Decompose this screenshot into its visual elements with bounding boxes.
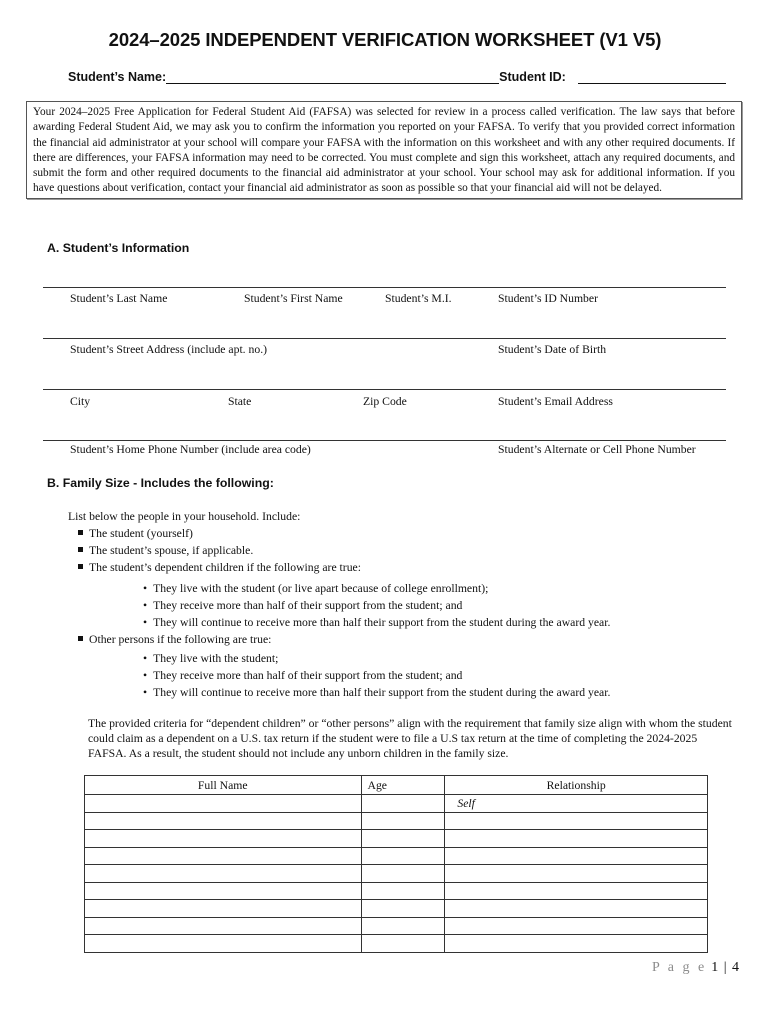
list-item: • They live with the student; (143, 652, 279, 665)
intro-box: Your 2024–2025 Free Application for Federal Student Aid (FAFSA) was selected for review in a process called verification. The law says that before awarding Federal Student Aid, we may ask you to confirm the information you reported on your FAFSA. To verify that you provided correct information the financial aid administrator at your school will compare your FAFSA with the information on this worksheet and with any other required documents. If there are differences, your FAFSA information may need to be corrected. You must complete and sign this worksheet, attach any required documents, and submit the form and other required documents to the financial aid administrator at your school. Your school may ask for additional information. If you have questions about verification, contact your financial aid administrator as soon as possible so that your financial aid will not be delayed. (26, 101, 742, 199)
full-name-cell[interactable] (85, 917, 362, 935)
home-phone-label: Student’s Home Phone Number (include area code) (70, 443, 311, 456)
table-row (85, 812, 708, 830)
family-size-note: The provided criteria for “dependent children” or “other persons” align with the requirement that family size align with whom the student could claim as a dependent on a U.S. tax return if the student were to file a U.S tax return at the time of completing the 2024-2025 FAFSA. As a result, the student should not include any unborn children in the family size. (88, 717, 732, 760)
list-item: • They will continue to receive more than half their support from the student during the award year. (143, 616, 611, 629)
square-bullet-icon (78, 636, 83, 641)
full-name-cell[interactable] (85, 865, 362, 883)
cell-phone-label: Student’s Alternate or Cell Phone Number (498, 443, 696, 456)
col-header-full-name: Full Name (85, 776, 362, 795)
list-item: Other persons if the following are true: (78, 631, 271, 648)
list-item: • They receive more than half of their support from the student; and (143, 669, 463, 682)
relationship-cell[interactable] (445, 900, 708, 918)
mi-label: Student’s M.I. (385, 292, 452, 305)
city-label: City (70, 395, 91, 408)
student-id-line (68, 70, 728, 84)
id-number-label: Student’s ID Number (498, 292, 598, 305)
list-item: The student’s dependent children if the following are true: (78, 559, 361, 576)
relationship-cell[interactable]: Self (445, 795, 708, 813)
age-cell[interactable] (361, 812, 445, 830)
square-bullet-icon (78, 530, 83, 535)
section-b-heading: B. Family Size - Includes the following: (47, 476, 274, 490)
household-lead: List below the people in your household. Include: (68, 510, 301, 523)
full-name-cell[interactable] (85, 900, 362, 918)
age-cell[interactable] (361, 795, 445, 813)
table-row (85, 917, 708, 935)
relationship-cell[interactable] (445, 935, 708, 953)
student-id-label: Student ID: (499, 70, 566, 84)
relationship-cell[interactable] (445, 882, 708, 900)
bullet-icon: • (143, 599, 148, 612)
age-cell[interactable] (361, 917, 445, 935)
relationship-cell[interactable] (445, 830, 708, 848)
student-name-field[interactable] (166, 70, 499, 84)
email-label: Student’s Email Address (498, 395, 613, 408)
age-cell[interactable] (361, 830, 445, 848)
bullet-icon: • (143, 686, 148, 699)
list-item: The student (yourself) (78, 525, 193, 542)
field-line-row4[interactable] (43, 440, 726, 441)
square-bullet-icon (78, 547, 83, 552)
field-line-row1[interactable] (43, 287, 726, 288)
full-name-cell[interactable] (85, 830, 362, 848)
full-name-cell[interactable] (85, 935, 362, 953)
table-header-row (85, 776, 708, 795)
age-cell[interactable] (361, 882, 445, 900)
page-count: 1 | 4 (711, 960, 740, 975)
col-header-relationship: Relationship (445, 776, 708, 795)
table-row (85, 830, 708, 848)
zip-label: Zip Code (363, 395, 407, 408)
full-name-cell[interactable] (85, 847, 362, 865)
bullet-icon: • (143, 582, 148, 595)
dob-label: Student’s Date of Birth (498, 343, 607, 356)
relationship-cell[interactable] (445, 812, 708, 830)
relationship-cell[interactable] (445, 847, 708, 865)
list-item: The student’s spouse, if applicable. (78, 542, 253, 559)
table-row (85, 935, 708, 953)
full-name-cell[interactable] (85, 795, 362, 813)
age-cell[interactable] (361, 900, 445, 918)
age-cell[interactable] (361, 847, 445, 865)
age-cell[interactable] (361, 935, 445, 953)
section-a-heading: A. Student’s Information (47, 241, 190, 255)
list-item: • They receive more than half of their support from the student; and (143, 599, 463, 612)
page-title: 2024–2025 INDEPENDENT VERIFICATION WORKSHEET (V1 V5) (108, 29, 662, 50)
family-table (84, 775, 708, 953)
list-item: • They will continue to receive more than half their support from the student during the award year. (143, 686, 611, 699)
street-address-label: Student’s Street Address (include apt. no.) (70, 343, 268, 356)
first-name-label: Student’s First Name (244, 292, 343, 305)
relationship-cell[interactable] (445, 865, 708, 883)
table-row (85, 900, 708, 918)
field-line-row3[interactable] (43, 389, 726, 390)
col-header-age: Age (361, 776, 445, 795)
table-row (85, 847, 708, 865)
page-word: P a g e (651, 960, 707, 975)
square-bullet-icon (78, 564, 83, 569)
table-row (85, 795, 708, 813)
page-number (640, 960, 740, 976)
field-line-row2[interactable] (43, 338, 726, 339)
age-cell[interactable] (361, 865, 445, 883)
list-item: • They live with the student (or live apart because of college enrollment); (143, 582, 489, 595)
table-row (85, 882, 708, 900)
full-name-cell[interactable] (85, 812, 362, 830)
bullet-icon: • (143, 616, 148, 629)
state-label: State (228, 395, 252, 408)
bullet-icon: • (143, 652, 148, 665)
bullet-icon: • (143, 669, 148, 682)
full-name-cell[interactable] (85, 882, 362, 900)
last-name-label: Student’s Last Name (70, 292, 168, 305)
student-id-field[interactable] (578, 70, 726, 84)
table-row (85, 865, 708, 883)
student-name-label: Student’s Name: (68, 70, 167, 84)
relationship-cell[interactable] (445, 917, 708, 935)
